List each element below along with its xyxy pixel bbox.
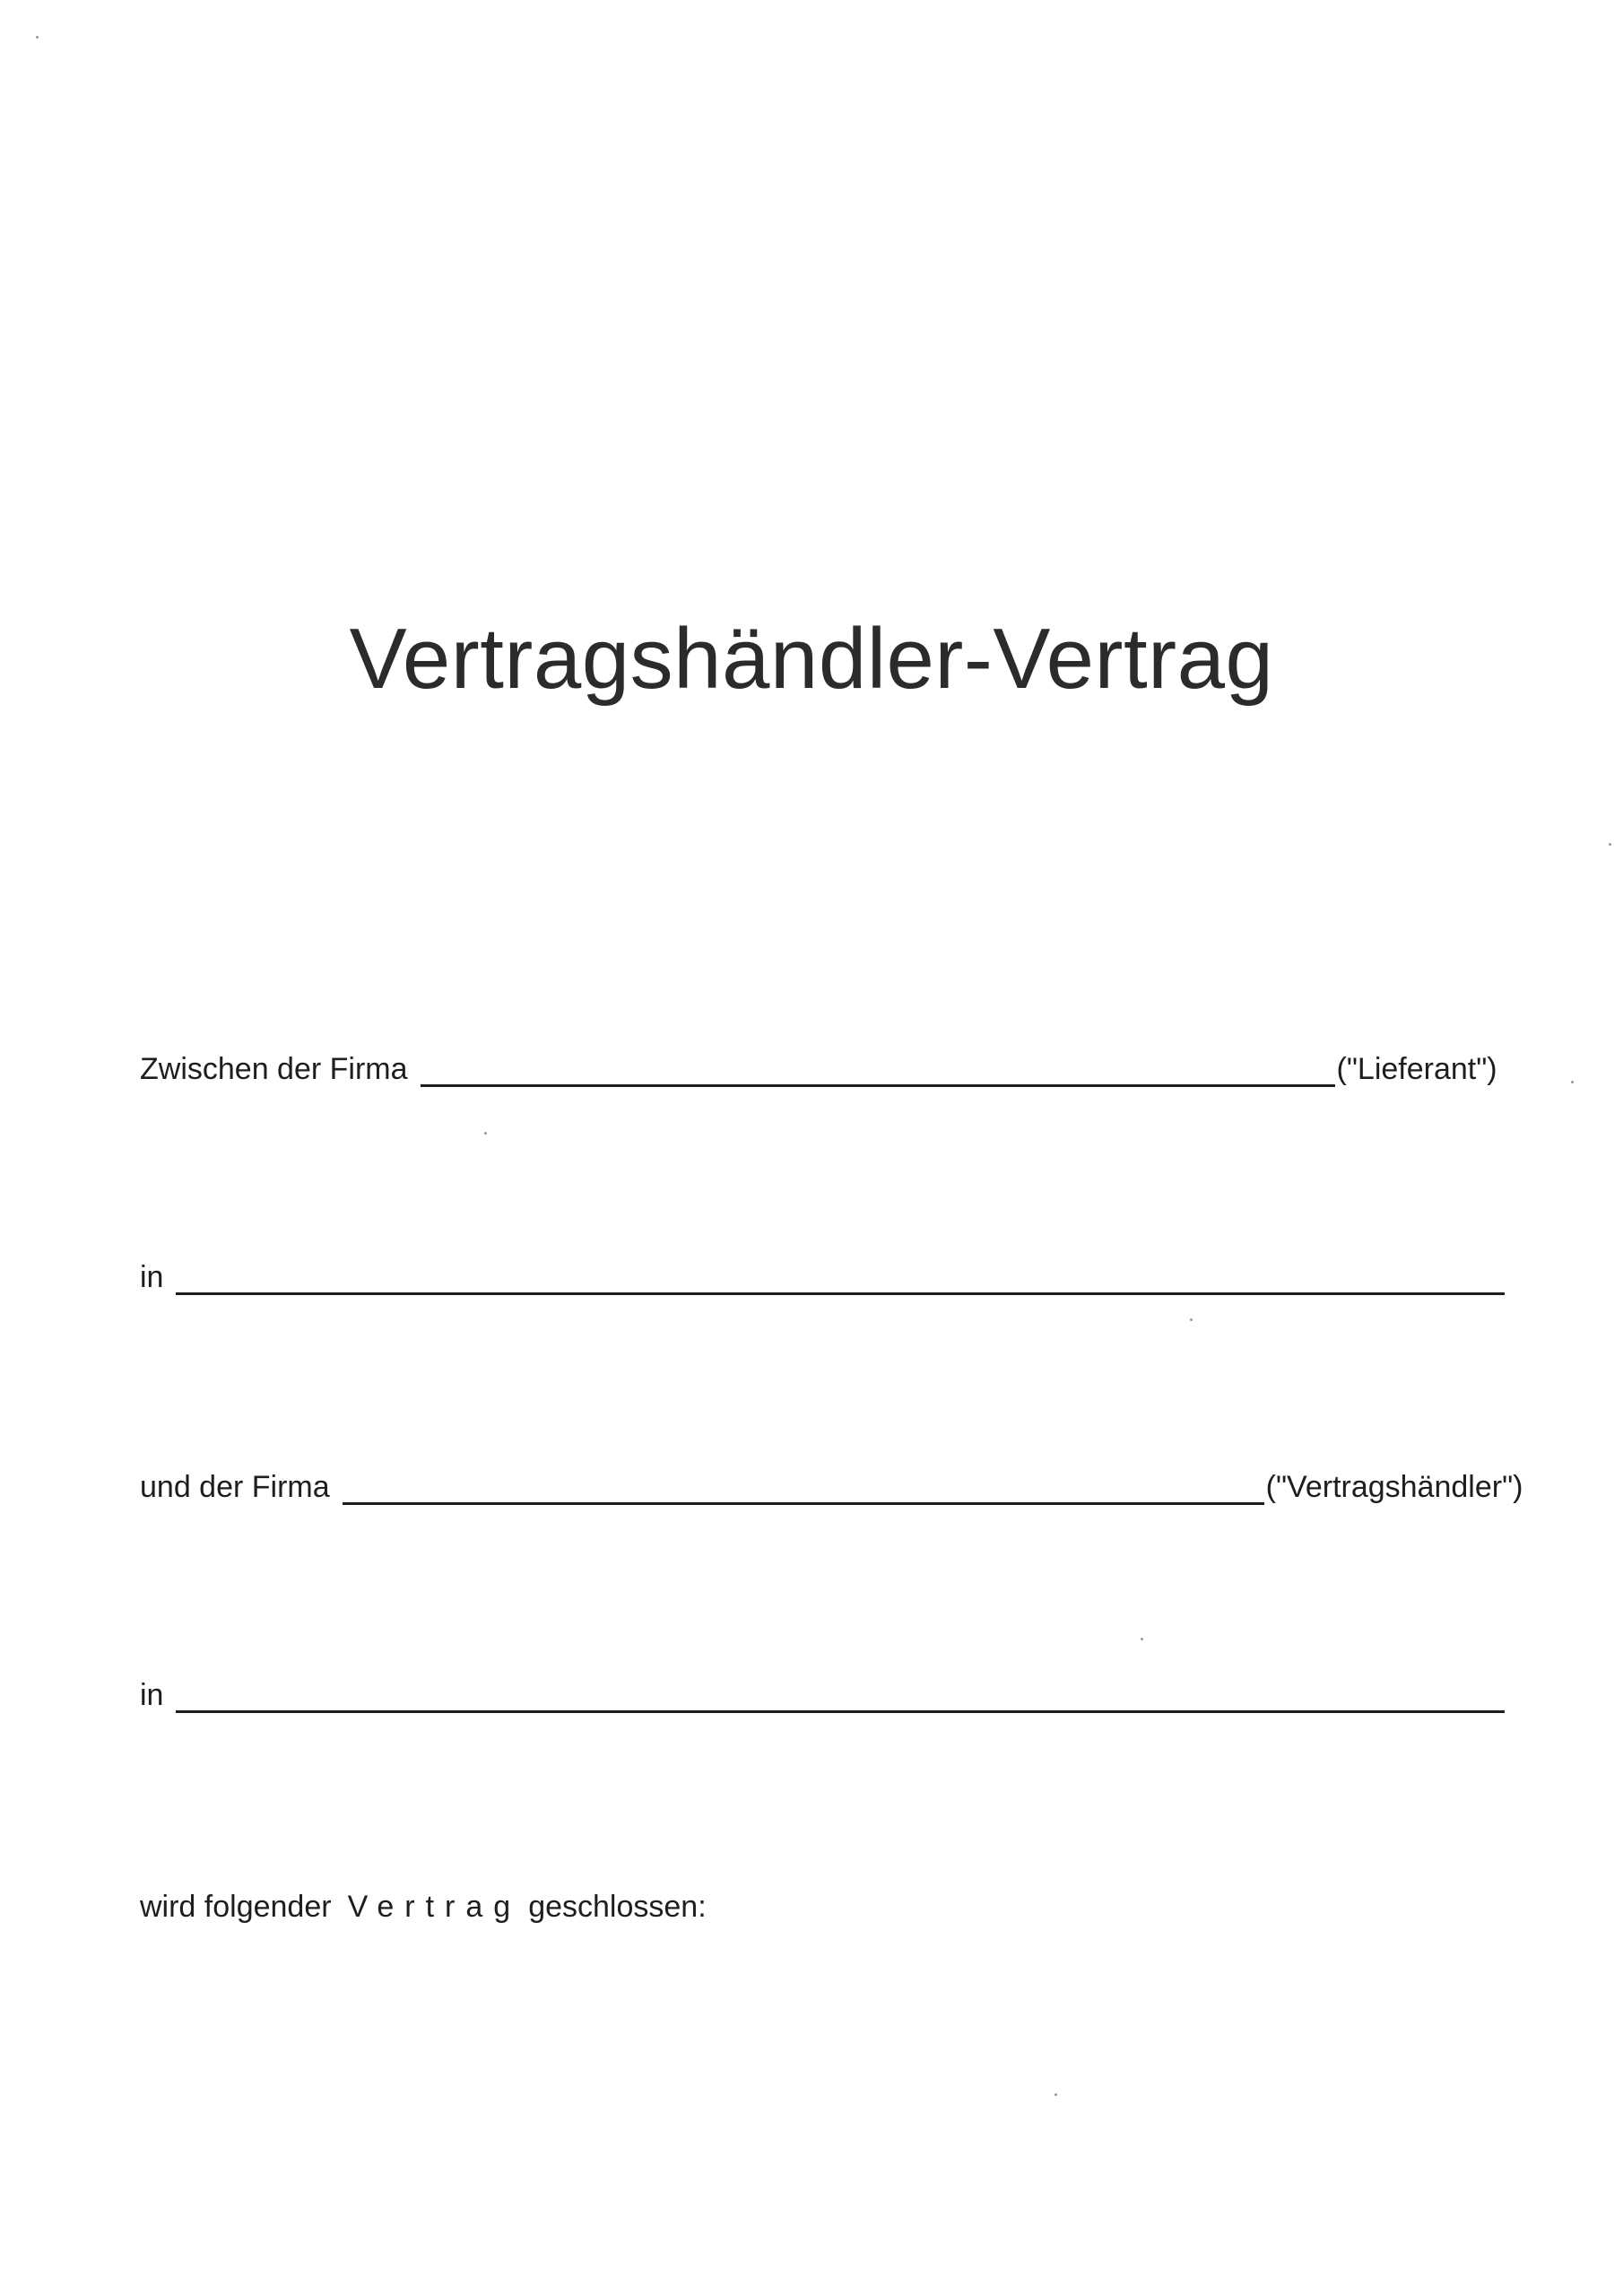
scan-speck (1055, 2093, 1057, 2096)
dealer-location-row (140, 1677, 1506, 1713)
scan-speck (1571, 1081, 1574, 1083)
scan-speck (36, 36, 39, 39)
closing-before: wird folgender (140, 1890, 332, 1924)
party-dealer-row (140, 1469, 1523, 1505)
document-title: Vertragshändler-Vertrag (349, 611, 1274, 707)
dealer-location-field[interactable] (176, 1680, 1505, 1713)
supplier-location-field[interactable] (176, 1262, 1505, 1295)
party-supplier-row (140, 1051, 1497, 1087)
supplier-location-row (140, 1259, 1506, 1295)
closing-emphasis: Vertrag (347, 1890, 522, 1924)
party-supplier-label: Zwischen der Firma (140, 1052, 408, 1086)
supplier-location-label: in (140, 1260, 164, 1294)
closing-after: geschlossen: (528, 1890, 707, 1924)
dealer-name-field[interactable] (343, 1472, 1264, 1505)
supplier-name-field[interactable] (421, 1054, 1335, 1087)
scan-speck (1609, 843, 1611, 846)
party-supplier-suffix: ("Lieferant") (1336, 1052, 1497, 1086)
closing-sentence (140, 1889, 707, 1925)
scan-speck (1141, 1638, 1143, 1640)
scan-speck (1190, 1318, 1193, 1321)
scan-speck (484, 1132, 487, 1135)
party-dealer-suffix: ("Vertragshändler") (1265, 1470, 1523, 1504)
party-dealer-label: und der Firma (140, 1470, 330, 1504)
dealer-location-label: in (140, 1678, 164, 1712)
